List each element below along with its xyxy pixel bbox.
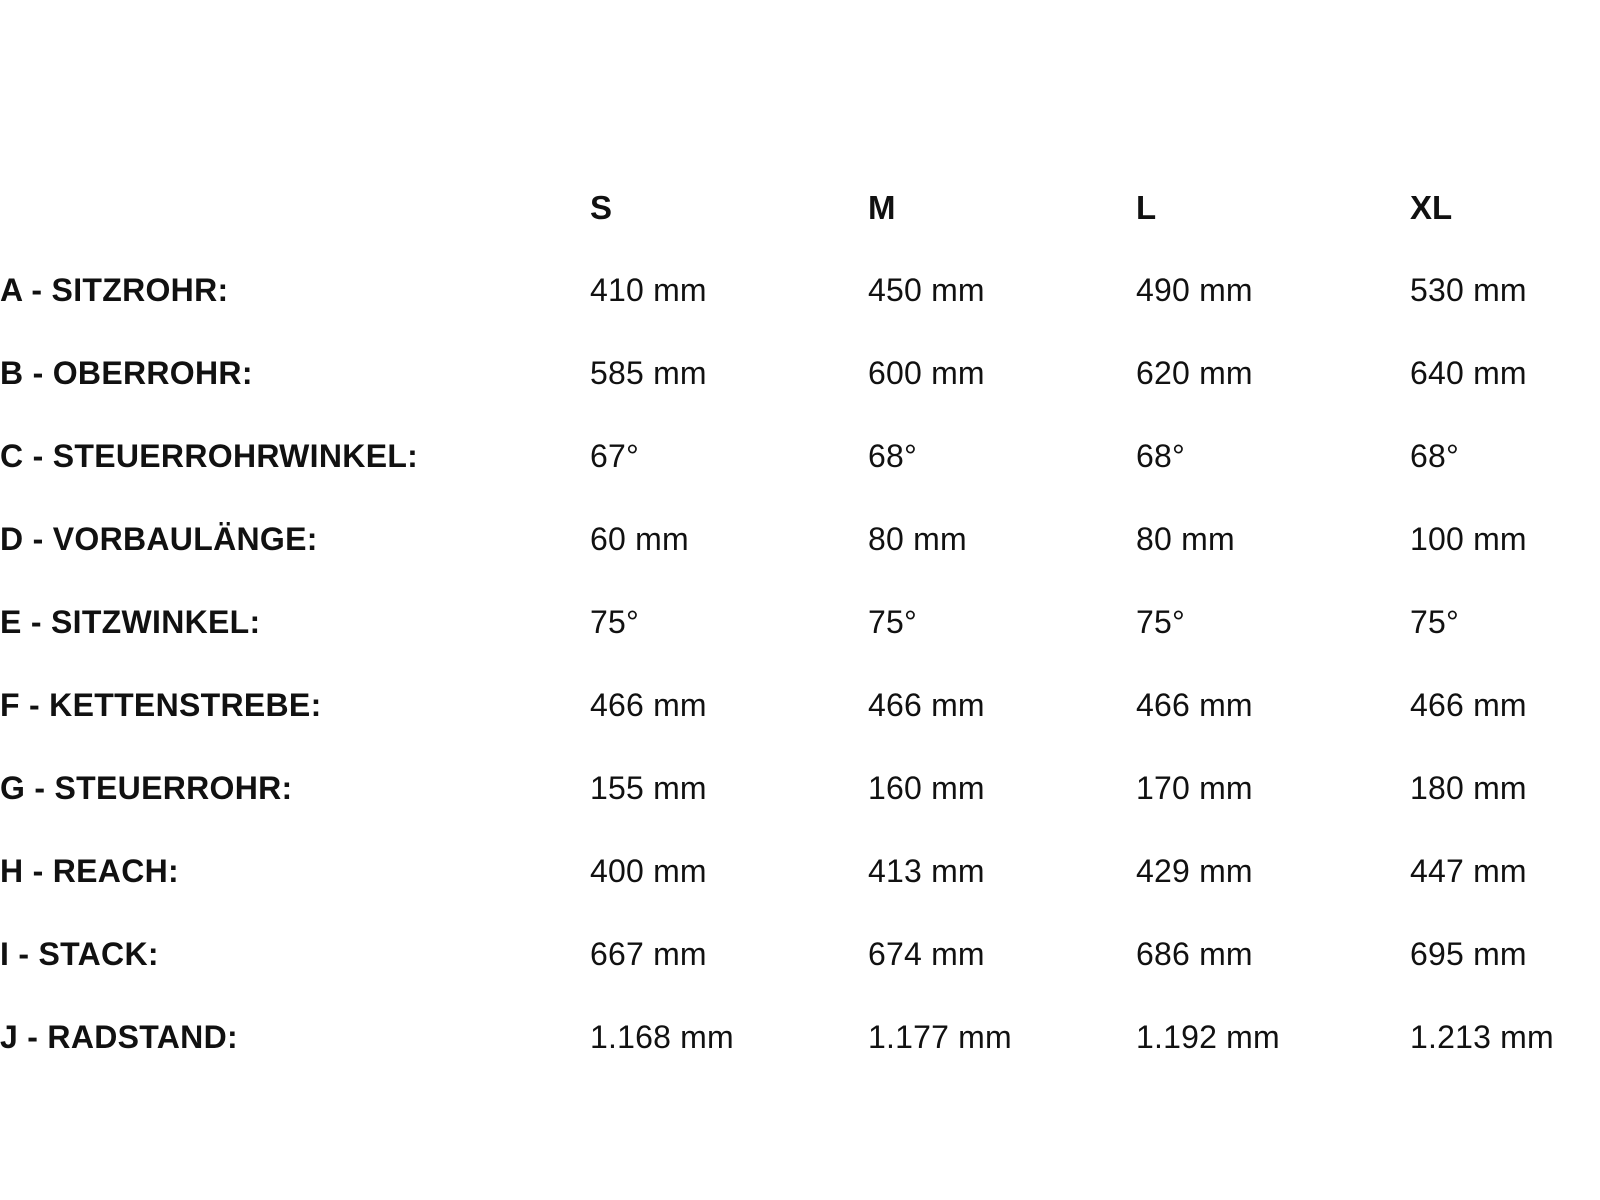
value-xl: 447 mm xyxy=(1410,853,1527,889)
row-label: B - OBERROHR: xyxy=(0,355,253,391)
value-s: 1.168 mm xyxy=(590,1019,734,1055)
value-s: 410 mm xyxy=(590,272,707,308)
value-l: 1.192 mm xyxy=(1136,1019,1280,1055)
value-xl: 75° xyxy=(1410,604,1459,640)
table-row xyxy=(0,509,1600,569)
column-header-xl: XL xyxy=(1410,189,1453,226)
value-s: 466 mm xyxy=(590,687,707,723)
row-label: A - SITZROHR: xyxy=(0,272,229,308)
row-label: E - SITZWINKEL: xyxy=(0,604,261,640)
value-m: 450 mm xyxy=(868,272,985,308)
table-row xyxy=(0,675,1600,735)
value-l: 75° xyxy=(1136,604,1185,640)
table-row xyxy=(0,260,1600,320)
table-row xyxy=(0,1007,1600,1067)
value-m: 600 mm xyxy=(868,355,985,391)
column-header-m: M xyxy=(868,189,896,226)
row-label: G - STEUERROHR: xyxy=(0,770,293,806)
row-label: H - REACH: xyxy=(0,853,179,889)
value-l: 68° xyxy=(1136,438,1185,474)
value-l: 429 mm xyxy=(1136,853,1253,889)
value-l: 490 mm xyxy=(1136,272,1253,308)
column-header-s: S xyxy=(590,189,613,226)
value-s: 67° xyxy=(590,438,639,474)
value-l: 80 mm xyxy=(1136,521,1235,557)
value-m: 160 mm xyxy=(868,770,985,806)
value-m: 68° xyxy=(868,438,917,474)
value-xl: 466 mm xyxy=(1410,687,1527,723)
value-l: 620 mm xyxy=(1136,355,1253,391)
table-row xyxy=(0,592,1600,652)
table-row xyxy=(0,924,1600,984)
value-xl: 695 mm xyxy=(1410,936,1527,972)
value-s: 155 mm xyxy=(590,770,707,806)
value-s: 585 mm xyxy=(590,355,707,391)
value-m: 466 mm xyxy=(868,687,985,723)
table-row xyxy=(0,758,1600,818)
value-s: 667 mm xyxy=(590,936,707,972)
row-label: J - RADSTAND: xyxy=(0,1019,238,1055)
value-xl: 1.213 mm xyxy=(1410,1019,1554,1055)
value-s: 60 mm xyxy=(590,521,689,557)
table-header-row xyxy=(0,178,1600,238)
value-s: 400 mm xyxy=(590,853,707,889)
table-row xyxy=(0,426,1600,486)
value-m: 80 mm xyxy=(868,521,967,557)
row-label: D - VORBAULÄNGE: xyxy=(0,521,318,557)
value-xl: 530 mm xyxy=(1410,272,1527,308)
column-header-l: L xyxy=(1136,189,1157,226)
value-l: 686 mm xyxy=(1136,936,1253,972)
value-l: 466 mm xyxy=(1136,687,1253,723)
row-label: C - STEUERROHRWINKEL: xyxy=(0,438,419,474)
table-row xyxy=(0,841,1600,901)
value-m: 1.177 mm xyxy=(868,1019,1012,1055)
value-l: 170 mm xyxy=(1136,770,1253,806)
row-label: I - STACK: xyxy=(0,936,159,972)
value-s: 75° xyxy=(590,604,639,640)
value-xl: 100 mm xyxy=(1410,521,1527,557)
value-xl: 68° xyxy=(1410,438,1459,474)
table-row xyxy=(0,343,1600,403)
value-xl: 180 mm xyxy=(1410,770,1527,806)
row-label: F - KETTENSTREBE: xyxy=(0,687,322,723)
value-m: 413 mm xyxy=(868,853,985,889)
value-m: 75° xyxy=(868,604,917,640)
value-m: 674 mm xyxy=(868,936,985,972)
value-xl: 640 mm xyxy=(1410,355,1527,391)
